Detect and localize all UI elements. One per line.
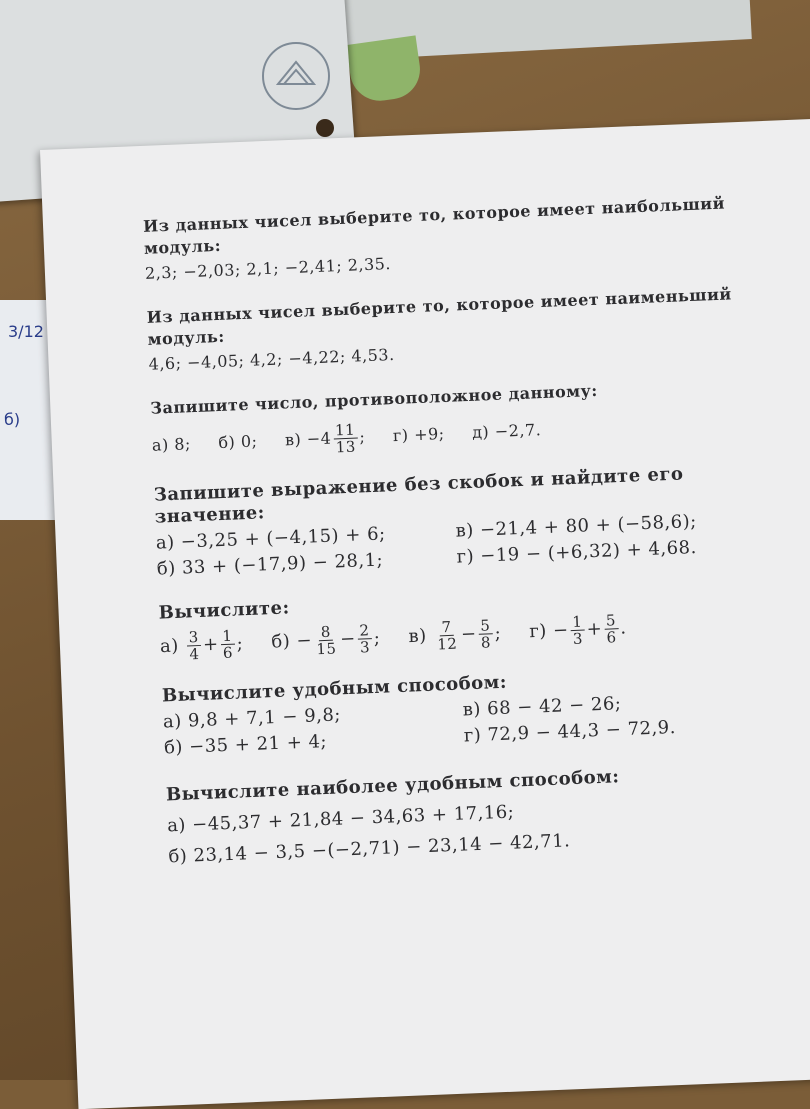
worksheet-content [143,190,810,893]
handwritten-mark: б) [4,410,21,429]
task-5-question: Вычислите: [158,597,291,624]
fraction-denominator: 15 [316,639,337,659]
task-5-g-label: г) − [528,619,570,643]
terminator: ; [236,632,244,654]
fraction-denominator: 4 [189,645,200,664]
task-5-b-label: б) − [271,629,313,653]
terminator: ; [373,627,381,649]
fraction [220,628,235,662]
handwritten-mark: 3/12 [8,322,44,341]
task-5-a-label: а) [159,635,180,658]
task-3-option-b: б) 0; [218,431,258,453]
fraction [186,629,201,663]
card-hole [316,119,334,137]
task-3-option-v-suffix: ; [359,427,366,447]
task-3-option-v-prefix: в) −4 [284,428,332,450]
fraction-numerator: 11 [334,420,356,440]
fraction-denominator: 6 [222,643,234,663]
task-7-option-a: а) −45,37 + 21,84 − 34,63 + 17,16; [166,801,515,837]
task-4-option-a: а) −3,25 + (−4,15) + 6; [155,523,387,554]
fraction [478,617,493,651]
publisher-logo-icon [262,42,330,110]
fraction [434,619,459,653]
task-4-option-b: б) 33 + (−17,9) − 28,1; [156,549,384,580]
fraction [570,614,585,648]
task-3-option-d: д) −2,7. [471,420,542,442]
task-6-question: Вычислите удобным способом: [161,671,508,707]
fraction-numerator: 7 [441,617,453,637]
terminator: ; [494,622,502,644]
operator: − [339,628,357,650]
task-6-option-a: а) 9,8 + 7,1 − 9,8; [162,704,342,733]
fraction [604,612,619,646]
fraction-numerator: 5 [605,611,617,630]
task-2-question-line1: Из данных чисел выберите то, которое имеет наименьший [146,284,733,327]
fraction-numerator: 5 [479,616,491,635]
task-3 [150,372,792,463]
task-2-question-line2: модуль: [147,326,226,349]
fraction-numerator: 3 [188,628,200,647]
task-4 [154,459,797,581]
task-5 [158,577,800,664]
fraction-denominator: 12 [436,634,458,654]
fraction-numerator: 2 [359,621,370,640]
fraction-denominator: 6 [606,628,617,647]
fraction-denominator: 3 [572,629,584,648]
fraction-numerator: 1 [571,612,583,632]
task-4-question: Запишите выражение без скобок и найдите его значение: [153,463,684,528]
task-6-option-b: б) −35 + 21 + 4; [163,730,328,759]
operator: + [586,618,603,640]
operator: + [202,633,220,656]
task-1-values: 2,3; −2,03; 2,1; −2,41; 2,35. [144,254,392,283]
task-6 [162,660,804,760]
task-1-question-line1: Из данных чисел выберите то, которое имеет наибольший [142,193,726,236]
fraction [357,622,372,656]
fraction-numerator: 8 [320,622,332,642]
task-2 [146,281,788,376]
task-4-option-v: в) −21,4 + 80 + (−58,6); [455,510,698,542]
task-6-option-v: в) 68 − 42 − 26; [462,693,622,721]
operator: − [460,623,477,645]
fraction-denominator: 3 [359,638,371,657]
task-4-option-g: г) −19 − (+6,32) + 4,68. [456,536,698,568]
task-2-values: 4,6; −4,05; 4,2; −4,22; 4,53. [148,344,395,374]
task-6-option-g: г) 72,9 − 44,3 − 72,9. [463,716,677,747]
task-7-option-b: б) 23,14 − 3,5 −(−2,71) − 23,14 − 42,71. [168,830,571,868]
worksheet-page [40,118,810,1109]
fraction-denominator: 8 [480,633,492,652]
task-3-question: Запишите число, противоположное данному: [150,380,599,418]
task-1 [143,190,785,285]
fraction-numerator: 1 [221,626,233,646]
task-5-v-label: в) [408,625,428,648]
task-7 [165,756,808,872]
task-3-option-g: г) +9; [392,424,445,446]
task-3-option-v-fraction [333,422,358,456]
fraction [313,623,338,657]
task-7-question: Вычислите наиболее удобным способом: [165,766,620,806]
fraction-denominator: 13 [335,437,357,457]
task-1-question-line2: модуль: [143,235,222,258]
terminator: . [619,617,627,639]
task-3-option-a: а) 8; [151,434,192,455]
